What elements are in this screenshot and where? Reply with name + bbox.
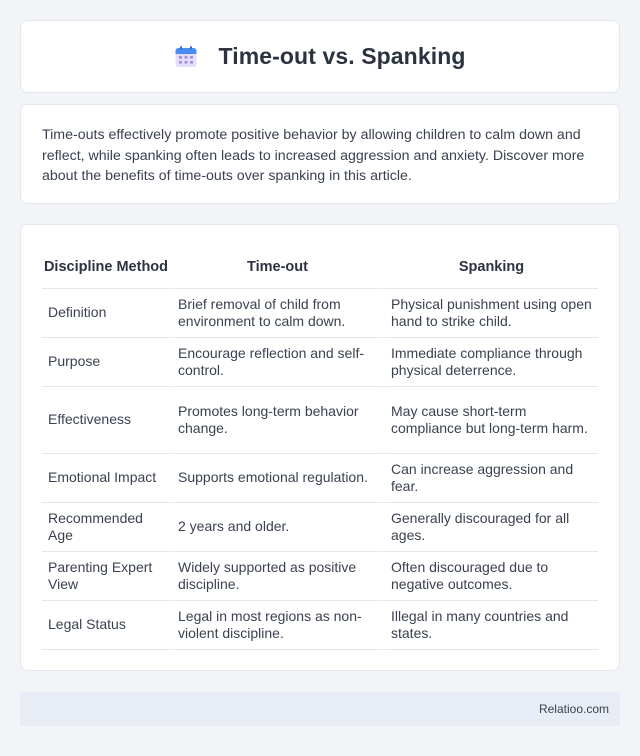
row-label: Definition: [42, 289, 170, 338]
time-out-cell: Brief removal of child from environment to calm down.: [170, 289, 383, 338]
row-label: Emotional Impact: [42, 454, 170, 503]
comparison-table: [42, 247, 598, 650]
calendar-icon: [174, 45, 198, 69]
time-out-cell: Promotes long-term behavior change.: [170, 387, 383, 454]
footer: [20, 692, 620, 726]
spanking-cell: Immediate compliance through physical deterrence.: [383, 338, 598, 387]
spanking-cell: Can increase aggression and fear.: [383, 454, 598, 503]
table-row: [42, 552, 598, 601]
title-card: [20, 20, 620, 93]
page-title: Time-out vs. Spanking: [218, 43, 466, 69]
time-out-cell: Encourage reflection and self-control.: [170, 338, 383, 387]
table-row: [42, 387, 598, 454]
table-row: [42, 454, 598, 503]
time-out-cell: 2 years and older.: [170, 503, 383, 552]
spanking-cell: May cause short-term compliance but long-term harm.: [383, 387, 598, 454]
spanking-cell: Physical punishment using open hand to strike child.: [383, 289, 598, 338]
table-row: [42, 338, 598, 387]
row-label: Legal Status: [42, 601, 170, 650]
time-out-cell: Widely supported as positive discipline.: [170, 552, 383, 601]
table-row: [42, 289, 598, 338]
footer-brand: Relatioo.com: [538, 702, 609, 716]
column-header-method: Discipline Method: [42, 247, 170, 289]
row-label: Purpose: [42, 338, 170, 387]
intro-card: [20, 104, 620, 204]
column-header-time-out: Time-out: [170, 247, 383, 289]
table-row: [42, 503, 598, 552]
row-label: Recommended Age: [42, 503, 170, 552]
row-label: Effectiveness: [42, 387, 170, 454]
row-label: Parenting Expert View: [42, 552, 170, 601]
time-out-cell: Legal in most regions as non-violent discipline.: [170, 601, 383, 650]
comparison-card: [20, 224, 620, 671]
spanking-cell: Illegal in many countries and states.: [383, 601, 598, 650]
table-row: [42, 601, 598, 650]
column-header-spanking: Spanking: [383, 247, 598, 289]
title-row: [174, 43, 465, 70]
spanking-cell: Generally discouraged for all ages.: [383, 503, 598, 552]
table-header-row: [42, 247, 598, 289]
intro-paragraph: Time-outs effectively promote positive behavior by allowing children to calm down and reflect, while spanking often leads to increased aggression and anxiety. Discover more about the benefits of time-outs over spanking in this article.: [42, 127, 585, 184]
time-out-cell: Supports emotional regulation.: [170, 454, 383, 503]
spanking-cell: Often discouraged due to negative outcomes.: [383, 552, 598, 601]
